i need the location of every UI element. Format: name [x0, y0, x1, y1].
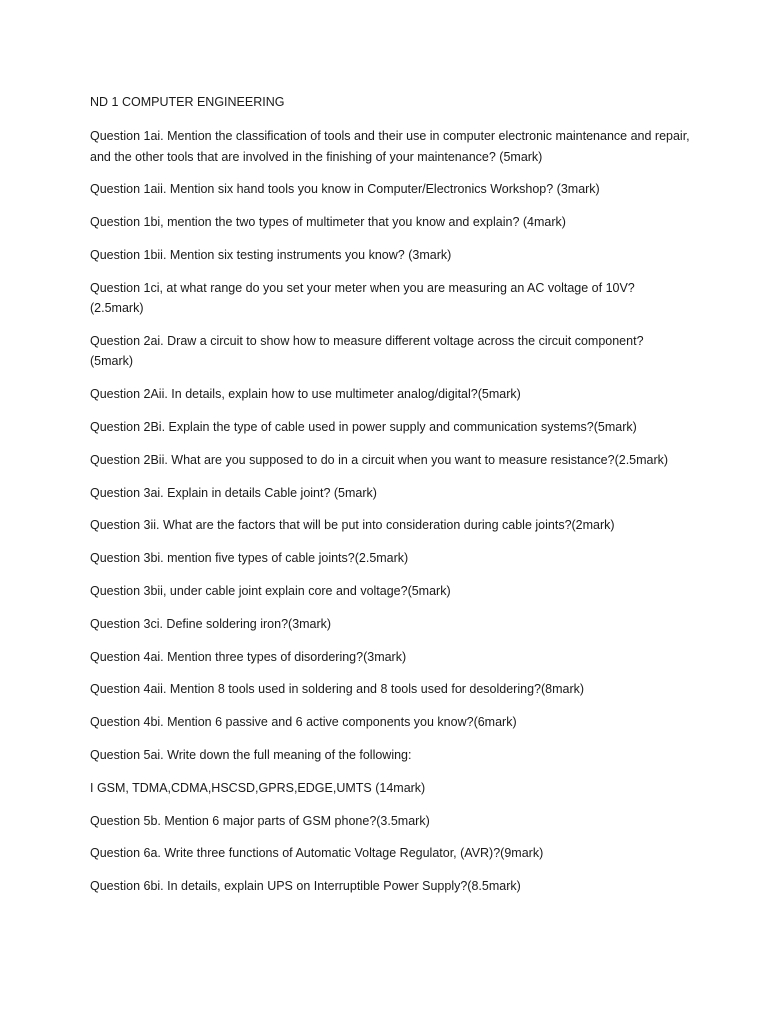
question-paragraph: Question 6a. Write three functions of Automatic Voltage Regulator, (AVR)?(9mark) [90, 846, 544, 861]
question-paragraph: Question 3ii. What are the factors that will be put into consideration during cable joints?(2mark) [90, 518, 615, 533]
document-body [90, 93, 690, 909]
question-list [90, 126, 690, 897]
question-paragraph: Question 6bi. In details, explain UPS on Interruptible Power Supply?(8.5mark) [90, 879, 521, 894]
question-paragraph: Question 4ai. Mention three types of disordering?(3mark) [90, 649, 407, 664]
question-paragraph: Question 1aii. Mention six hand tools you know in Computer/Electronics Workshop? (3mark) [90, 182, 600, 197]
question-paragraph: Question 1bi, mention the two types of multimeter that you know and explain? (4mark) [90, 215, 566, 230]
question-paragraph: Question 4bi. Mention 6 passive and 6 active components you know?(6mark) [90, 715, 517, 730]
document-title: ND 1 COMPUTER ENGINEERING [90, 95, 285, 109]
question-paragraph: Question 3ci. Define soldering iron?(3mark) [90, 616, 332, 631]
question-paragraph: Question 1bii. Mention six testing instruments you know? (3mark) [90, 247, 452, 262]
question-paragraph: Question 2ai. Draw a circuit to show how to measure different voltage across the circuit component? (5mark) [90, 333, 644, 369]
question-paragraph: Question 5b. Mention 6 major parts of GSM phone?(3.5mark) [90, 813, 430, 828]
question-paragraph: Question 2Bii. What are you supposed to do in a circuit when you want to measure resistance?(2.5mark) [90, 452, 669, 467]
question-paragraph: I GSM, TDMA,CDMA,HSCSD,GPRS,EDGE,UMTS (14mark) [90, 780, 426, 795]
question-paragraph: Question 3bi. mention five types of cable joints?(2.5mark) [90, 551, 409, 566]
question-paragraph: Question 1ai. Mention the classification of tools and their use in computer electronic maintenance and repair, and the other tools that are involved in the finishing of your maintenance? (5mark) [90, 129, 690, 164]
question-paragraph: Question 2Bi. Explain the type of cable used in power supply and communication systems?(5mark) [90, 420, 637, 435]
question-paragraph: Question 3bii, under cable joint explain core and voltage?(5mark) [90, 584, 451, 599]
question-paragraph: Question 5ai. Write down the full meaning of the following: [90, 748, 412, 763]
question-paragraph: Question 4aii. Mention 8 tools used in soldering and 8 tools used for desoldering?(8mark) [90, 682, 585, 697]
question-paragraph: Question 2Aii. In details, explain how to use multimeter analog/digital?(5mark) [90, 387, 521, 402]
question-paragraph: Question 3ai. Explain in details Cable joint? (5mark) [90, 485, 377, 500]
question-paragraph: Question 1ci, at what range do you set your meter when you are measuring an AC voltage of 10V? (2.5mark) [90, 280, 635, 316]
